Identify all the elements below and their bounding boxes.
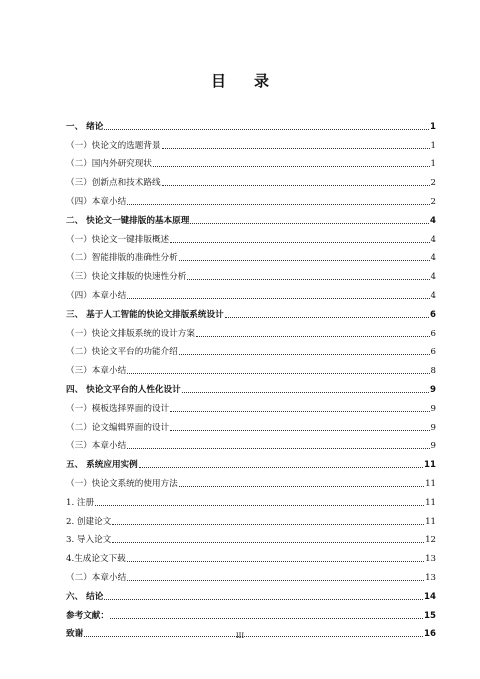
toc-entry[interactable] bbox=[66, 414, 436, 433]
toc-entry[interactable] bbox=[66, 263, 436, 282]
toc-entry-label: 2. 创建论文 bbox=[66, 516, 112, 527]
toc-leader-dots bbox=[110, 618, 423, 619]
toc-leader-dots bbox=[127, 448, 429, 449]
toc-leader-dots bbox=[162, 148, 430, 149]
toc-entry-label: （二）国内外研究现状 bbox=[66, 159, 152, 170]
toc-leader-dots bbox=[179, 486, 424, 487]
toc-entry-label: 三、 基于人工智能的快论文排版系统设计 bbox=[66, 309, 224, 320]
toc-entry-page: 14 bbox=[424, 591, 436, 602]
toc-entry[interactable] bbox=[66, 545, 436, 564]
toc-entry[interactable] bbox=[66, 376, 436, 395]
toc-entry-page: 6 bbox=[430, 347, 436, 358]
toc-entry[interactable] bbox=[66, 433, 436, 452]
toc-entry-label: 4.生成论文下载 bbox=[66, 554, 126, 565]
toc-entry-page: 2 bbox=[430, 178, 436, 189]
toc-entry-label: 四、 快论文平台的人性化设计 bbox=[66, 384, 181, 395]
toc-entry-page: 4 bbox=[430, 290, 436, 301]
toc-entry-page: 1 bbox=[430, 121, 436, 132]
toc-entry[interactable] bbox=[66, 282, 436, 301]
toc-entry-page: 1 bbox=[430, 159, 436, 170]
toc-leader-dots bbox=[95, 505, 424, 506]
toc-entry-label: （一）快论文排版系统的设计方案 bbox=[66, 328, 195, 339]
toc-entry-page: 15 bbox=[424, 610, 436, 621]
toc-entry-label: （二）论文编辑界面的设计 bbox=[66, 422, 170, 433]
toc-entry-page: 9 bbox=[430, 403, 436, 414]
toc-entry-page: 11 bbox=[424, 460, 436, 471]
toc-entry-label: 二、 快论文一键排版的基本原理 bbox=[66, 215, 190, 226]
toc-entry-label: 3. 导入论文 bbox=[66, 535, 112, 546]
toc-leader-dots bbox=[225, 317, 429, 318]
toc-entry-label: （二）本章小结 bbox=[66, 572, 127, 583]
toc-entry-label: 五、 系统应用实例 bbox=[66, 460, 138, 471]
toc-leader-dots bbox=[179, 260, 430, 261]
toc-entry-page: 4 bbox=[430, 253, 436, 264]
toc-entry-label: 1. 注册 bbox=[66, 497, 95, 508]
toc-entry[interactable] bbox=[66, 207, 436, 226]
toc-entry-page: 4 bbox=[430, 234, 436, 245]
toc-entry-label: （三）本章小结 bbox=[66, 441, 127, 452]
toc-leader-dots bbox=[104, 599, 423, 600]
toc-entry-page: 11 bbox=[425, 516, 436, 527]
toc-leader-dots bbox=[112, 524, 424, 525]
toc-entry[interactable] bbox=[66, 527, 436, 546]
toc-leader-dots bbox=[190, 223, 429, 224]
toc-leader-dots bbox=[112, 542, 424, 543]
toc-entry-page: 11 bbox=[425, 497, 436, 508]
toc-entry-label: 致谢 bbox=[66, 629, 84, 640]
toc-leader-dots bbox=[196, 336, 430, 337]
toc-entry-label: 一、 绪论 bbox=[66, 121, 104, 132]
toc-entry-label: （一）模板选择界面的设计 bbox=[66, 403, 170, 414]
toc-entry[interactable] bbox=[66, 451, 436, 470]
toc-entry[interactable] bbox=[66, 113, 436, 132]
toc-leader-dots bbox=[162, 185, 430, 186]
toc-entry[interactable] bbox=[66, 489, 436, 508]
toc-entry-page: 12 bbox=[425, 535, 436, 546]
toc-entry-page: 9 bbox=[430, 441, 436, 452]
toc-entry[interactable] bbox=[66, 132, 436, 151]
toc-entry-page: 9 bbox=[430, 422, 436, 433]
toc-entry-page: 4 bbox=[430, 215, 436, 226]
toc-entry-page: 8 bbox=[430, 366, 436, 377]
toc-entry-page: 13 bbox=[425, 554, 436, 565]
toc-entry[interactable] bbox=[66, 151, 436, 170]
toc-entry-label: （三）快论文排版的快速性分析 bbox=[66, 272, 187, 283]
toc-leader-dots bbox=[127, 204, 429, 205]
toc-entry-label: （四）本章小结 bbox=[66, 196, 127, 207]
toc-entry-page: 1 bbox=[430, 140, 436, 151]
toc-leader-dots bbox=[104, 129, 429, 130]
toc-leader-dots bbox=[139, 467, 423, 468]
toc-leader-dots bbox=[179, 354, 430, 355]
toc-entry[interactable] bbox=[66, 508, 436, 527]
toc-entry-page: 6 bbox=[430, 328, 436, 339]
toc-entry-label: （二）智能排版的准确性分析 bbox=[66, 253, 178, 264]
toc-leader-dots bbox=[182, 392, 429, 393]
page-title: 目录 bbox=[210, 72, 297, 90]
toc-entry-label: （一）快论文系统的使用方法 bbox=[66, 478, 178, 489]
toc-entry-label: （四）本章小结 bbox=[66, 290, 127, 301]
toc-entry-label: （一）快论文的选题背景 bbox=[66, 140, 161, 151]
toc-entry[interactable] bbox=[66, 320, 436, 339]
toc-entry[interactable] bbox=[66, 339, 436, 358]
toc-entry[interactable] bbox=[66, 188, 436, 207]
toc-entry-page: 13 bbox=[425, 572, 436, 583]
toc-entry[interactable] bbox=[66, 357, 436, 376]
toc-entry-page: 16 bbox=[424, 629, 436, 640]
toc-leader-dots bbox=[127, 561, 424, 562]
toc-entry[interactable] bbox=[66, 583, 436, 602]
toc-entry-page: 2 bbox=[430, 196, 436, 207]
toc-leader-dots bbox=[127, 298, 429, 299]
toc-entry-page: 11 bbox=[425, 478, 436, 489]
toc-entry-label: （三）本章小结 bbox=[66, 366, 127, 377]
toc-entry-page: 6 bbox=[430, 309, 436, 320]
toc-leader-dots bbox=[187, 279, 429, 280]
toc-entry[interactable] bbox=[66, 470, 436, 489]
toc-entry[interactable] bbox=[66, 564, 436, 583]
toc-entry[interactable] bbox=[66, 226, 436, 245]
toc-entry-label: （一）快论文一键排版概述 bbox=[66, 234, 170, 245]
toc-leader-dots bbox=[127, 580, 424, 581]
toc-entry[interactable] bbox=[66, 245, 436, 264]
toc-leader-dots bbox=[153, 166, 430, 167]
toc-entry-label: 六、 结论 bbox=[66, 591, 104, 602]
toc-entry[interactable] bbox=[66, 602, 436, 621]
toc-entry-label: 参考文献： bbox=[66, 610, 109, 621]
toc-leader-dots bbox=[170, 242, 429, 243]
toc-leader-dots bbox=[170, 411, 429, 412]
toc-entry-label: （二）快论文平台的功能介绍 bbox=[66, 347, 178, 358]
toc-entry-page: 9 bbox=[430, 384, 436, 395]
toc-entry[interactable] bbox=[66, 395, 436, 414]
toc-entry[interactable] bbox=[66, 169, 436, 188]
page-number-footer: III bbox=[235, 632, 245, 640]
toc-entry-label: （三）创新点和技术路线 bbox=[66, 178, 161, 189]
toc-entry[interactable] bbox=[66, 301, 436, 320]
toc-leader-dots bbox=[127, 373, 429, 374]
table-of-contents bbox=[66, 113, 436, 639]
toc-entry-page: 4 bbox=[430, 272, 436, 283]
toc-leader-dots bbox=[170, 430, 429, 431]
